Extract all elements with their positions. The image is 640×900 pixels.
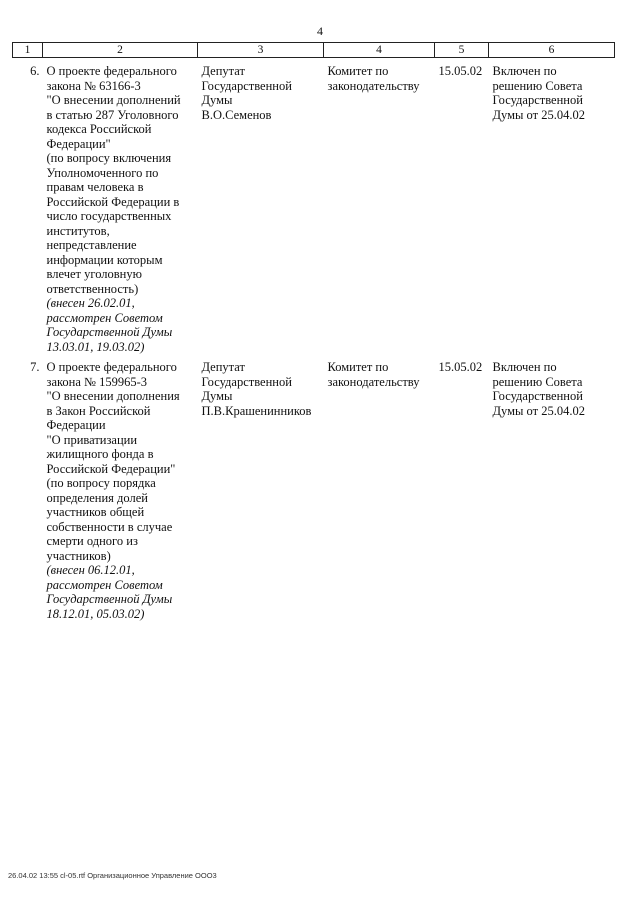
column-header-2: 2 — [43, 43, 198, 58]
bill-title-line: кодекса Российской — [46, 122, 152, 136]
author-line: Депутат — [201, 64, 245, 78]
bill-date: 15.05.02 — [438, 64, 483, 78]
table-row — [13, 354, 615, 621]
bill-title-line: О проекте федерального — [46, 360, 177, 374]
status-line: Государственной — [492, 93, 583, 107]
bill-description — [43, 58, 198, 355]
bill-title-line: закона № 63166-3 — [46, 78, 141, 93]
bill-author — [198, 354, 324, 621]
author-line: Государственной — [201, 374, 292, 389]
bill-title-line: закона № 159965-3 — [46, 374, 148, 389]
bill-title-line: ответственность) — [46, 281, 139, 296]
bill-title-line: в статью 287 Уголовного — [46, 107, 179, 122]
bill-note-line: Государственной Думы — [46, 325, 173, 339]
status-line: Государственной — [492, 389, 583, 403]
author-line: В.О.Семенов — [201, 107, 272, 122]
bill-title-line: собственности в случае — [46, 519, 173, 534]
committee-line: Комитет по — [327, 360, 389, 374]
column-header-3: 3 — [198, 43, 324, 58]
bill-title-line: жилищного фонда в — [46, 447, 154, 461]
column-header-4: 4 — [324, 43, 435, 58]
bills-table — [12, 42, 615, 621]
committee-line: Комитет по — [327, 64, 389, 78]
author-line: Думы — [201, 93, 233, 107]
bill-title-line: информации которым — [46, 252, 163, 267]
bill-title-line: число государственных — [46, 209, 172, 223]
bill-committee — [324, 354, 435, 621]
bill-status — [489, 354, 615, 621]
bill-date: 15.05.02 — [438, 360, 483, 374]
bill-note-line: рассмотрен Советом — [46, 310, 163, 325]
author-line: П.В.Крашенинников — [201, 403, 312, 418]
bill-title-line: Российской Федерации в — [46, 194, 180, 209]
bill-note-line: (внесен 26.02.01, — [46, 296, 135, 310]
bill-title-line: "О внесении дополнения — [46, 389, 180, 403]
row-number: 6. — [30, 64, 40, 78]
bill-title-line: Уполномоченного по — [46, 165, 159, 180]
bill-title-line: институтов, — [46, 223, 110, 238]
bill-note-line: 13.03.01, 19.03.02) — [46, 339, 145, 354]
bill-title-line: влечет уголовную — [46, 267, 142, 281]
bill-description — [43, 354, 198, 621]
column-header-6: 6 — [489, 43, 615, 58]
page-number: 4 — [317, 24, 323, 38]
bill-title-line: "О приватизации — [46, 432, 138, 447]
print-footer: 26.04.02 13:55 cl-05.rtf Организационное Управление ООО3 — [8, 871, 217, 880]
table-row — [13, 58, 615, 355]
bill-title-line: непредставление — [46, 238, 137, 252]
author-line: Депутат — [201, 360, 245, 374]
column-header-1: 1 — [13, 43, 43, 58]
bill-title-line: правам человека в — [46, 180, 144, 194]
bill-title-line: определения долей — [46, 490, 148, 505]
bill-status — [489, 58, 615, 355]
bill-note-line: 18.12.01, 05.03.02) — [46, 606, 145, 621]
bill-author — [198, 58, 324, 355]
author-line: Думы — [201, 389, 233, 403]
bill-note-line: рассмотрен Советом — [46, 577, 163, 592]
author-line: Государственной — [201, 78, 292, 93]
bill-committee — [324, 58, 435, 355]
bill-note-line: (внесен 06.12.01, — [46, 563, 135, 577]
bill-title-line: (по вопросу включения — [46, 151, 172, 165]
status-line: Включен по — [492, 64, 557, 78]
bill-title-line: Российской Федерации" — [46, 461, 176, 476]
committee-line: законодательству — [327, 374, 420, 389]
bill-title-line: смерти одного из — [46, 534, 138, 548]
bill-note-line: Государственной Думы — [46, 592, 173, 606]
bill-title-line: О проекте федерального — [46, 64, 177, 78]
bill-title-line: участников) — [46, 548, 111, 563]
committee-line: законодательству — [327, 78, 420, 93]
row-number: 7. — [30, 360, 40, 374]
column-header-5: 5 — [435, 43, 489, 58]
bill-title-line: Федерации — [46, 418, 106, 432]
status-line: Включен по — [492, 360, 557, 374]
bill-title-line: в Закон Российской — [46, 403, 151, 418]
bill-title-line: участников общей — [46, 505, 145, 519]
status-line: решению Совета — [492, 78, 583, 93]
bill-title-line: Федерации" — [46, 136, 111, 151]
status-line: Думы от 25.04.02 — [492, 403, 585, 418]
bill-title-line: "О внесении дополнений — [46, 93, 181, 107]
status-line: Думы от 25.04.02 — [492, 107, 585, 122]
bill-title-line: (по вопросу порядка — [46, 476, 156, 490]
status-line: решению Совета — [492, 374, 583, 389]
header-row — [13, 43, 615, 58]
